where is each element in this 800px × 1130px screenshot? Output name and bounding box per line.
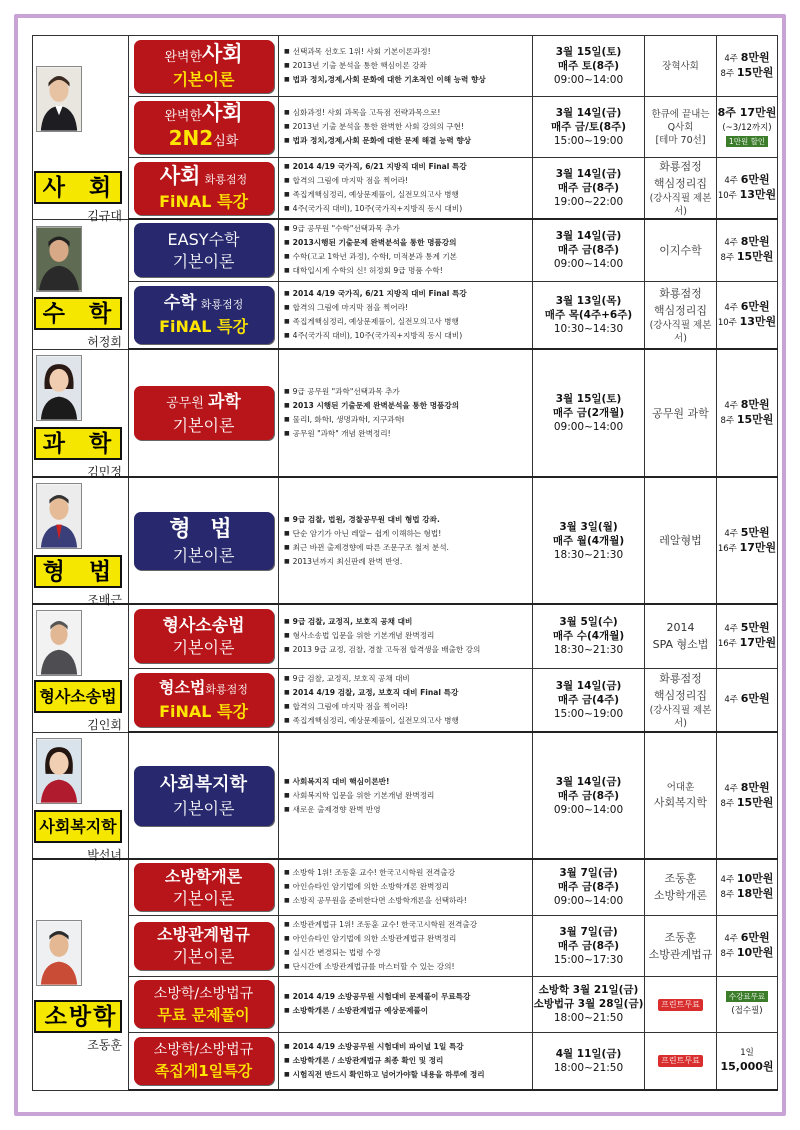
course-price: 4주 6만원 xyxy=(717,668,778,732)
course-title-button[interactable]: 소방학/소방법규 족집게1일특강 xyxy=(134,1037,274,1085)
course-schedule: 3월 14일(금) 매주 금(4주) 15:00~19:00 xyxy=(533,668,645,732)
subject-label: 사 회 xyxy=(34,171,122,204)
course-cell xyxy=(129,36,279,97)
course-schedule: 3월 14일(금) 매주 금/토(8주) 15:00~19:00 xyxy=(533,97,645,158)
teacher-photo xyxy=(36,738,82,804)
teacher-name: 박선녀 xyxy=(87,847,122,862)
teacher-name: 허정회 xyxy=(87,334,122,349)
course-title-button[interactable]: 사회 화룡점정 FiNAL 특강 xyxy=(134,162,274,215)
portrait-icon xyxy=(37,611,81,675)
teacher-name: 김인회 xyxy=(87,718,122,732)
course-price: 4주 8만원 8주 15만원 xyxy=(717,219,778,281)
course-schedule: 3월 7일(금) 매주 금(8주) 09:00~14:00 xyxy=(533,859,645,915)
table-row xyxy=(33,158,778,220)
course-textbook: 화룡점정 핵심정리집 (강사직필 제본서) xyxy=(645,668,717,732)
subject-label: 소방학 xyxy=(34,1000,122,1033)
course-cell xyxy=(129,97,279,158)
subject-label: 형사소송법 xyxy=(34,680,122,713)
teacher-cell xyxy=(33,477,129,607)
course-schedule: 4월 11일(금) 18:00~21:50 xyxy=(533,1032,645,1090)
course-schedule: 3월 13일(목) 매주 목(4주+6주) 10:30~14:30 xyxy=(533,281,645,349)
course-cell xyxy=(129,349,279,477)
table-row xyxy=(33,976,778,1032)
portrait-icon xyxy=(37,356,81,420)
course-description: ■ 선택과목 선호도 1위! 사회 기본이론과정! ■ 2013년 기출 분석을 통한 핵심이론 강좌 ■ 법과 정치,경제,사회 문화에 대한 기초적인 이해 능력 향상 xyxy=(279,36,533,97)
course-cell xyxy=(129,158,279,220)
portrait-icon xyxy=(37,67,81,131)
course-price: 수강료무료 (접수필) xyxy=(717,976,778,1032)
table-row xyxy=(33,732,778,859)
course-description: ■ 9급 검찰, 법원, 경찰공무원 대비 형법 강좌. ■ 단순 암기가 아닌 레알~ 쉽게 이해하는 형법! ■ 최근 바뀐 출제경향에 따른 조문구조 철저 분석. ■ 2013년까지 최신판례 완벽 반영. xyxy=(279,477,533,604)
course-cell xyxy=(129,477,279,604)
course-cell xyxy=(129,859,279,915)
teacher-cell xyxy=(33,604,129,732)
course-schedule: 3월 3일(월) 매주 월(4개월) 18:30~21:30 xyxy=(533,477,645,604)
table-row xyxy=(33,219,778,281)
course-description: ■ 2014 4/19 소방공무원 시험대비 문제풀이 무료특강 ■ 소방학개론 / 소방관계법규 예상문제풀이 xyxy=(279,976,533,1032)
table-row xyxy=(33,349,778,477)
course-price: 4주 6만원 8주 10만원 xyxy=(717,915,778,976)
teacher-photo xyxy=(36,66,82,132)
teacher-photo xyxy=(36,355,82,421)
course-price: 4주 10만원 8주 18만원 xyxy=(717,859,778,915)
course-textbook: 한큐에 끝내는 Q사회 [테마 70선] xyxy=(645,97,717,158)
free-print-badge: 프린트무료 xyxy=(658,999,703,1011)
course-cell xyxy=(129,1032,279,1090)
course-cell xyxy=(129,668,279,732)
table-row xyxy=(33,477,778,604)
course-title-button[interactable]: 사회복지학 기본이론 xyxy=(134,766,274,826)
course-schedule: 3월 7일(금) 매주 금(8주) 15:00~17:30 xyxy=(533,915,645,976)
course-title-button[interactable]: 소방학/소방법규 무료 문제풀이 xyxy=(134,980,274,1028)
course-schedule: 3월 5일(수) 매주 수(4개월) 18:30~21:30 xyxy=(533,604,645,668)
course-price: 4주 8만원 8주 15만원 xyxy=(717,36,778,97)
course-cell xyxy=(129,219,279,281)
course-description: ■ 소방학 1위! 조동훈 교수! 한국고시학원 전격출강 ■ 아인슈타인 암기법에 의한 소방학개론 완벽정리 ■ 소방직 공무원을 준비한다면 소방학개론을 선택하라! xyxy=(279,859,533,915)
course-title-button[interactable]: 완벽한사회 기본이론 xyxy=(134,40,274,93)
course-textbook xyxy=(645,1032,717,1090)
course-textbook: 조동훈 소방관계법규 xyxy=(645,915,717,976)
course-cell xyxy=(129,976,279,1032)
free-print-badge: 프린트무료 xyxy=(658,1055,703,1067)
course-description: ■ 9급 검찰, 교정직, 보호직 공채 대비 ■ 2014 4/19 검찰, 교정, 보호직 대비 Final 특강 ■ 합격의 그림에 마지막 점을 찍어라! ■ 족집게핵심정리, 예상문제풀이, 실전모의고사 병행 xyxy=(279,668,533,732)
course-price: 4주 8만원 8주 15만원 xyxy=(717,349,778,477)
table-row xyxy=(33,604,778,668)
teacher-name: 김규대 xyxy=(87,209,122,223)
course-textbook: 공무원 과학 xyxy=(645,349,717,477)
course-textbook: 레알형법 xyxy=(645,477,717,604)
course-textbook: 화룡점정 핵심정리집 (강사직필 제본서) xyxy=(645,281,717,349)
table-row xyxy=(33,915,778,976)
course-textbook: 어대훈 사회복지학 xyxy=(645,732,717,859)
course-price: 4주 5만원 16주 17만원 xyxy=(717,604,778,668)
course-description: ■ 소방관계법규 1위! 조동훈 교수! 한국고시학원 전격출강 ■ 아인슈타인 암기법에 의한 소방관계법규 완벽정리 ■ 실시간 변경되는 법령 수정 ■ 단시간에 소방관계법규를 마스터할 수 있는 강의! xyxy=(279,915,533,976)
course-title-button[interactable]: 소방관계법규 기본이론 xyxy=(134,922,274,970)
course-title-button[interactable]: 형 법 기본이론 xyxy=(134,512,274,570)
teacher-photo xyxy=(36,920,82,986)
portrait-icon xyxy=(37,921,81,985)
course-price: 4주 8만원 8주 15만원 xyxy=(717,732,778,859)
course-textbook: 2014 SPA 형소법 xyxy=(645,604,717,668)
teacher-name: 김민정 xyxy=(87,464,122,479)
teacher-cell xyxy=(33,732,129,862)
course-schedule: 3월 14일(금) 매주 금(8주) 19:00~22:00 xyxy=(533,158,645,220)
page-frame xyxy=(14,14,786,1116)
subject-label: 사회복지학 xyxy=(34,810,122,843)
course-schedule: 3월 14일(금) 매주 금(8주) 09:00~14:00 xyxy=(533,219,645,281)
course-schedule-table xyxy=(32,35,778,1091)
subject-label: 수 학 xyxy=(34,297,122,330)
course-textbook: 이지수학 xyxy=(645,219,717,281)
course-description: ■ 9급 공무원 "과학"선택과목 추가 ■ 2013 시행된 기출문제 완벽분석을 통한 명품강의 ■ 물리Ⅰ, 화학Ⅰ, 생명과학Ⅰ, 지구과학Ⅰ ■ 공무원 "과학" 개념 완벽정리! xyxy=(279,349,533,477)
portrait-icon xyxy=(37,484,81,548)
course-textbook: 장혁사회 xyxy=(645,36,717,97)
course-title-button[interactable]: 형사소송법 기본이론 xyxy=(134,609,274,663)
course-description: ■ 2014 4/19 소방공무원 시험대비 파이널 1일 특강 ■ 소방학개론 / 소방관계법규 최종 확인 및 정리 ■ 시험직전 반드시 확인하고 넘어가야할 내용을 하루에 정리 xyxy=(279,1032,533,1090)
free-tuition-badge: 수강료무료 xyxy=(726,991,768,1002)
course-description: ■ 심화과정! 사회 과목을 고득점 전략과목으로! ■ 2013년 기출 분석을 통한 완벽한 사회 강의의 구현! ■ 법과 정치,경제,사회 문화에 대한 문제 해결 능력 향상 xyxy=(279,97,533,158)
course-schedule: 3월 15일(토) 매주 토(8주) 09:00~14:00 xyxy=(533,36,645,97)
course-title-button[interactable]: 공무원 과학 기본이론 xyxy=(134,386,274,440)
course-title-button[interactable]: 형소법화룡점정 FiNAL 특강 xyxy=(134,673,274,727)
course-title-button[interactable]: 소방학개론 기본이론 xyxy=(134,863,274,911)
subject-label: 형 법 xyxy=(34,555,122,588)
course-description: ■ 2014 4/19 국가직, 6/21 지방직 대비 Final 특강 ■ 합격의 그림에 마지막 점을 찍어라! ■ 족집게핵심정리, 예상문제풀이, 실전모의고사 병행 ■ 4주(국가직 대비), 10주(국가직+지방직 동시 대비) xyxy=(279,281,533,349)
course-schedule: 소방학 3월 21일(금) 소방법규 3월 28일(금) 18:00~21:50 xyxy=(533,976,645,1032)
teacher-cell xyxy=(33,349,129,477)
teacher-photo xyxy=(36,610,82,676)
course-title-button[interactable]: 완벽한사회 2N2심화 xyxy=(134,101,274,154)
course-textbook: 화룡점정 핵심정리집 (강사직필 제본서) xyxy=(645,158,717,220)
course-price: 1일 15,000원 xyxy=(717,1032,778,1090)
course-price: 8주 17만원 (~3/12까지) 1만원 할인 xyxy=(717,97,778,158)
subject-label: 과 학 xyxy=(34,427,122,460)
course-cell xyxy=(129,732,279,859)
course-cell xyxy=(129,915,279,976)
course-cell xyxy=(129,604,279,668)
course-description: ■ 2014 4/19 국가직, 6/21 지방직 대비 Final 특강 ■ 합격의 그림에 마지막 점을 찍어라! ■ 족집게핵심정리, 예상문제풀이, 실전모의고사 병행 ■ 4주(국가직 대비), 10주(국가직+지방직 동시 대비) xyxy=(279,158,533,220)
course-textbook xyxy=(645,976,717,1032)
course-cell xyxy=(129,281,279,349)
table-row xyxy=(33,281,778,349)
course-title-button[interactable]: EASY수학 기본이론 xyxy=(134,223,274,277)
teacher-name: 조배근 xyxy=(87,593,122,607)
course-description: ■ 사회복지직 대비 핵심이론반! ■ 사회복지학 입문을 위한 기본개념 완벽정리 ■ 새로운 출제경향 완벽 반영 xyxy=(279,732,533,859)
teacher-cell xyxy=(33,859,129,1090)
table-row xyxy=(33,97,778,158)
course-title-button[interactable]: 수학 화룡점정 FiNAL 특강 xyxy=(134,286,274,344)
course-price: 4주 6만원 10주 13만원 xyxy=(717,158,778,220)
teacher-cell xyxy=(33,36,129,223)
course-schedule: 3월 15일(토) 매주 금(2개월) 09:00~14:00 xyxy=(533,349,645,477)
table-row xyxy=(33,859,778,915)
teacher-photo xyxy=(36,483,82,549)
portrait-icon xyxy=(37,227,81,291)
portrait-icon xyxy=(37,739,81,803)
teacher-cell xyxy=(33,219,129,349)
course-description: ■ 9급 공무원 "수학"선택과목 추가 ■ 2013시행된 기출문제 완벽분석을 통한 명품강의 ■ 수학(고교 1학년 과정), 수학Ⅰ, 미적분과 통계 기본 ■ 대학입시계 수학의 신! 허정회 9급 명품 수학! xyxy=(279,219,533,281)
teacher-name: 조동훈 xyxy=(87,1038,122,1052)
discount-badge: 1만원 할인 xyxy=(726,136,768,147)
course-textbook: 조동훈 소방학개론 xyxy=(645,859,717,915)
course-schedule: 3월 14일(금) 매주 금(8주) 09:00~14:00 xyxy=(533,732,645,859)
course-description: ■ 9급 검찰, 교정직, 보호직 공채 대비 ■ 형사소송법 입문을 위한 기본개념 완벽정리 ■ 2013 9급 교정, 검찰, 경찰 고득점 합격생을 배출한 강의 xyxy=(279,604,533,668)
course-price: 4주 5만원 16주 17만원 xyxy=(717,477,778,604)
teacher-photo xyxy=(36,226,82,292)
course-price: 4주 6만원 10주 13만원 xyxy=(717,281,778,349)
table-row xyxy=(33,668,778,732)
table-row xyxy=(33,36,778,97)
table-row xyxy=(33,1032,778,1090)
